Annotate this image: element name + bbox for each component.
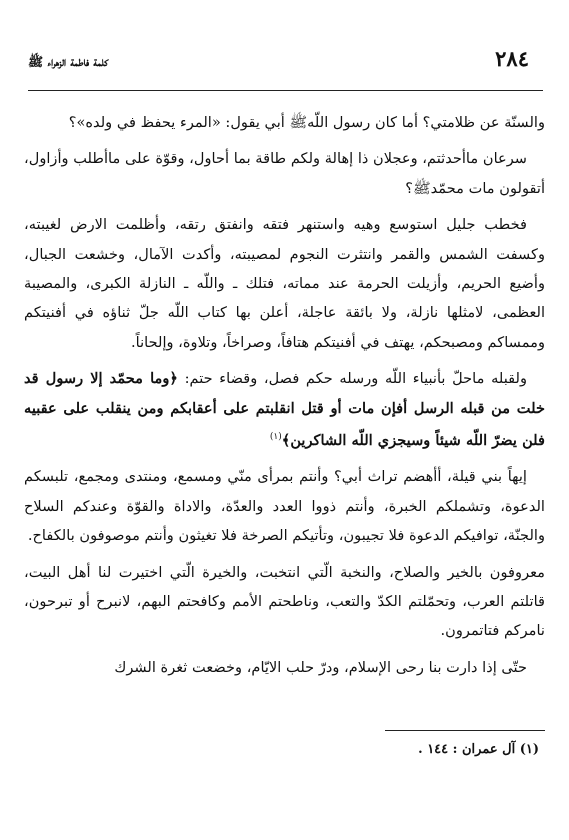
footnote-rule: [385, 730, 545, 731]
running-title: كلمة فاطمة الزهراء ﷺ: [28, 54, 109, 69]
paragraph-4-intro: ولقبله ماحلّ بأنبياء اللّه ورسله حكم فصل، وقضاء حتم:: [177, 370, 528, 388]
paragraph-4: [24, 364, 545, 455]
paragraph-5: إيهاً بني قيلة، أأهضم تراث أبي؟ وأنتم بمرأى منّي ومسمع، ومنتدى ومجمع، تلبسكم الدعوة، وتشملكم الخبرة، وأنتم ذووا العدد والعدّة، والاداة والقوّة وعندكم السلاح والجنّة، توافيكم الدعوة فلا تجيبون، وتأتيكم الصرخة فلا تغيثون وأنتم موصوفون بالكفاح.: [24, 468, 545, 545]
page-number: ٢٨٤: [495, 46, 529, 71]
footnote-ref: (١): [269, 432, 282, 443]
page-header: [28, 42, 543, 92]
paragraph-7: حتّى إذا دارت بنا رحى الإسلام، ودرّ حلب الايّام، وخضعت ثغرة الشرك: [114, 658, 527, 676]
quran-verse: ﴿وما محمّد إلا رسول قد خلت من قبله الرسل أفإن مات أو قتل انقلبتم على أعقابكم ومن ينقلب على عقبيه فلن يضرّ اللّه شيئاً وسيجزي اللّه الشاكرين﴾: [24, 370, 545, 449]
paragraph-2: سرعان ماأحدثتم، وعجلان ذا إهالة ولكم طاقة بما أحاول، وقوّة على ماأطلب وأزاول، أتقولون مات محمّدﷺ؟: [24, 150, 545, 197]
paragraph-1: والسنّة عن ظلامتي؟ أما كان رسول اللّهﷺ أبي يقول: «المرء يحفظ في ولده»؟: [68, 114, 545, 131]
footnote: (١) آل عمران : ١٤٤ .: [418, 742, 539, 757]
body-text: [24, 108, 545, 689]
paragraph-6: معروفون بالخير والصلاح، والنخبة الّتي انتخبت، والخيرة الّتي اختيرت لنا أهل البيت، قاتلتم العرب، وتحمّلتم الكدّ والتعب، وناطحتم الأمم وكافحتم البهم، لانبرح أو تبرحون، نامركم فتاتمرون.: [24, 563, 545, 640]
paragraph-3: فخطب جليل استوسع وهيه واستنهر فتقه وانفتق رتقه، وأظلمت الارض لغيبته، وكسفت الشمس والقمر وانتثرت النجوم لمصيبته، وأكدت الآمال، وخشعت الجبال، وأضيع الحريم، وأزيلت الحرمة عند مماته، فتلك ـ واللّه ـ النازلة الكبرى، والمصيبة العظمى، لامثلها نازلة، ولا بائقة عاجلة، أعلن بها كتاب اللّه جلّ ثناؤه في أفنيتكم وممساكم ومصبحكم، يهتف في أفنيتكم هتافاً، وصراخاً، وتلاوة، وإلحاناً.: [24, 216, 545, 351]
header-rule: [28, 90, 543, 91]
